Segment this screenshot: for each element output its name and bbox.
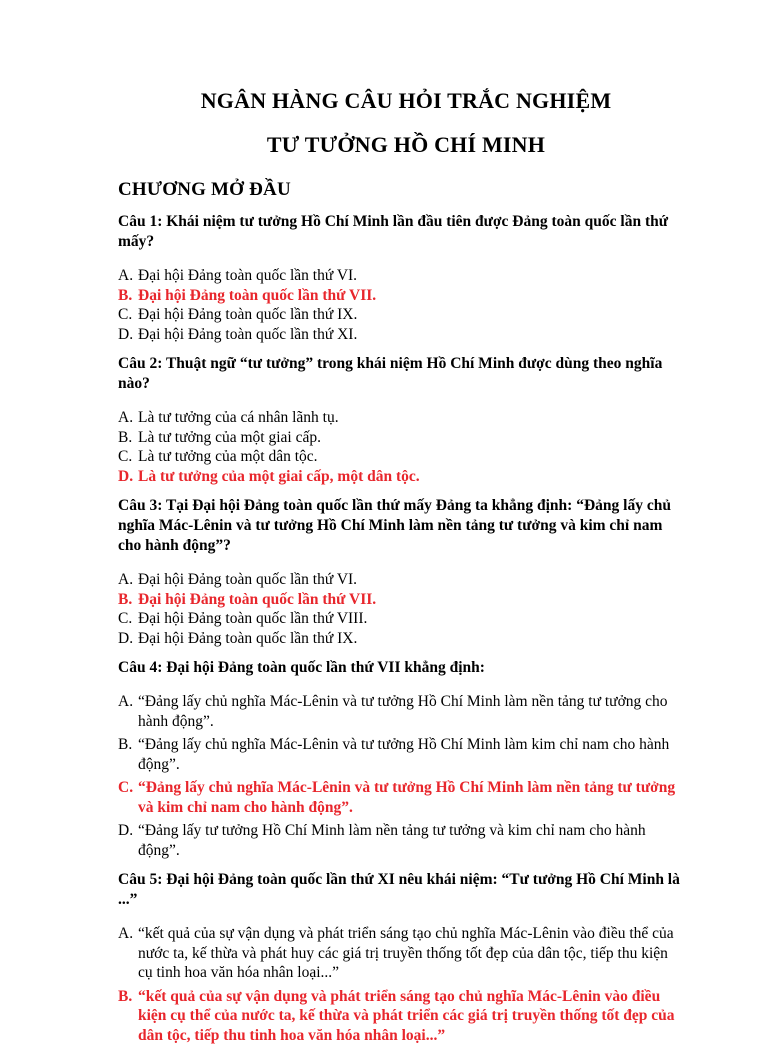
option-text: Đại hội Đảng toàn quốc lần thứ VI.	[138, 266, 684, 286]
option-list	[118, 924, 684, 1045]
option-list	[118, 408, 684, 486]
option-text: Là tư tưởng của một dân tộc.	[138, 447, 684, 467]
option-text: “kết quả của sự vận dụng và phát triển sáng tạo chủ nghĩa Mác-Lênin vào điều kiện cụ thể của nước ta, kế thừa và phát triển các giá trị truyền thống tốt đẹp của dân tộc, tiếp thu tinh hoa văn hóa nhân loại...”	[138, 987, 684, 1045]
correct-answer-option	[118, 778, 684, 817]
correct-answer-option	[118, 467, 684, 487]
answer-option	[118, 305, 684, 325]
correct-answer-option	[118, 286, 684, 306]
answer-option	[118, 570, 684, 590]
question-block	[118, 212, 684, 344]
option-text: Đại hội Đảng toàn quốc lần thứ XI.	[138, 325, 684, 345]
document-subtitle: TƯ TƯỞNG HỒ CHÍ MINH	[118, 132, 684, 158]
option-list	[118, 692, 684, 860]
option-letter: C.	[118, 778, 138, 817]
option-text: “Đảng lấy chủ nghĩa Mác-Lênin và tư tưởng Hồ Chí Minh làm kim chỉ nam cho hành động”.	[138, 735, 684, 774]
question-block	[118, 658, 684, 860]
answer-option	[118, 629, 684, 649]
option-text: Đại hội Đảng toàn quốc lần thứ VII.	[138, 590, 684, 610]
option-letter: B.	[118, 428, 138, 448]
option-letter: A.	[118, 570, 138, 590]
option-list	[118, 570, 684, 648]
option-letter: C.	[118, 609, 138, 629]
question-block	[118, 496, 684, 648]
option-letter: D.	[118, 467, 138, 487]
option-letter: D.	[118, 325, 138, 345]
question-text: Câu 2: Thuật ngữ “tư tưởng” trong khái niệm Hồ Chí Minh được dùng theo nghĩa nào?	[118, 354, 684, 394]
answer-option	[118, 692, 684, 731]
correct-answer-option	[118, 590, 684, 610]
option-text: “Đảng lấy tư tưởng Hồ Chí Minh làm nền tảng tư tưởng và kim chỉ nam cho hành động”.	[138, 821, 684, 860]
option-letter: D.	[118, 821, 138, 860]
document-title: NGÂN HÀNG CÂU HỎI TRẮC NGHIỆM	[118, 88, 684, 114]
option-text: Đại hội Đảng toàn quốc lần thứ IX.	[138, 629, 684, 649]
question-list	[118, 212, 684, 1045]
question-text: Câu 5: Đại hội Đảng toàn quốc lần thứ XI nêu khái niệm: “Tư tưởng Hồ Chí Minh là ...”	[118, 870, 684, 910]
option-list	[118, 266, 684, 344]
option-text: “kết quả của sự vận dụng và phát triển sáng tạo chủ nghĩa Mác-Lênin vào điều thể của nước ta, kế thừa và phát huy các giá trị truyền thống tốt đẹp của dân tộc, tiếp thu kiện cụ tinh hoa văn hóa nhân loại...”	[138, 924, 684, 983]
option-letter: B.	[118, 590, 138, 610]
option-text: “Đảng lấy chủ nghĩa Mác-Lênin và tư tưởng Hồ Chí Minh làm nền tảng tư tưởng cho hành động”.	[138, 692, 684, 731]
option-text: Đại hội Đảng toàn quốc lần thứ VIII.	[138, 609, 684, 629]
option-letter: A.	[118, 924, 138, 983]
option-letter: D.	[118, 629, 138, 649]
question-block	[118, 870, 684, 1045]
option-text: Là tư tưởng của cá nhân lãnh tụ.	[138, 408, 684, 428]
answer-option	[118, 325, 684, 345]
option-text: Đại hội Đảng toàn quốc lần thứ VI.	[138, 570, 684, 590]
option-letter: A.	[118, 408, 138, 428]
answer-option	[118, 447, 684, 467]
answer-option	[118, 266, 684, 286]
option-text: Đại hội Đảng toàn quốc lần thứ VII.	[138, 286, 684, 306]
option-letter: A.	[118, 266, 138, 286]
option-text: Đại hội Đảng toàn quốc lần thứ IX.	[138, 305, 684, 325]
option-letter: B.	[118, 286, 138, 306]
question-block	[118, 354, 684, 486]
option-text: Là tư tưởng của một giai cấp.	[138, 428, 684, 448]
option-text: “Đảng lấy chủ nghĩa Mác-Lênin và tư tưởng Hồ Chí Minh làm nền tảng tư tưởng và kim chỉ nam cho hành động”.	[138, 778, 684, 817]
answer-option	[118, 428, 684, 448]
correct-answer-option	[118, 987, 684, 1045]
answer-option	[118, 821, 684, 860]
option-text: Là tư tưởng của một giai cấp, một dân tộc.	[138, 467, 684, 487]
question-text: Câu 4: Đại hội Đảng toàn quốc lần thứ VII khẳng định:	[118, 658, 684, 678]
chapter-heading: CHƯƠNG MỞ ĐẦU	[118, 178, 684, 202]
question-text: Câu 1: Khái niệm tư tưởng Hồ Chí Minh lần đầu tiên được Đảng toàn quốc lần thứ mấy?	[118, 212, 684, 252]
option-letter: C.	[118, 305, 138, 325]
question-text: Câu 3: Tại Đại hội Đảng toàn quốc lần thứ mấy Đảng ta khẳng định: “Đảng lấy chủ nghĩa Mác-Lênin và tư tưởng Hồ Chí Minh làm nền tảng tư tưởng và kim chỉ nam cho hành động”?	[118, 496, 684, 556]
answer-option	[118, 408, 684, 428]
answer-option	[118, 735, 684, 774]
option-letter: B.	[118, 735, 138, 774]
option-letter: A.	[118, 692, 138, 731]
answer-option	[118, 924, 684, 983]
answer-option	[118, 609, 684, 629]
option-letter: C.	[118, 447, 138, 467]
option-letter: B.	[118, 987, 138, 1045]
